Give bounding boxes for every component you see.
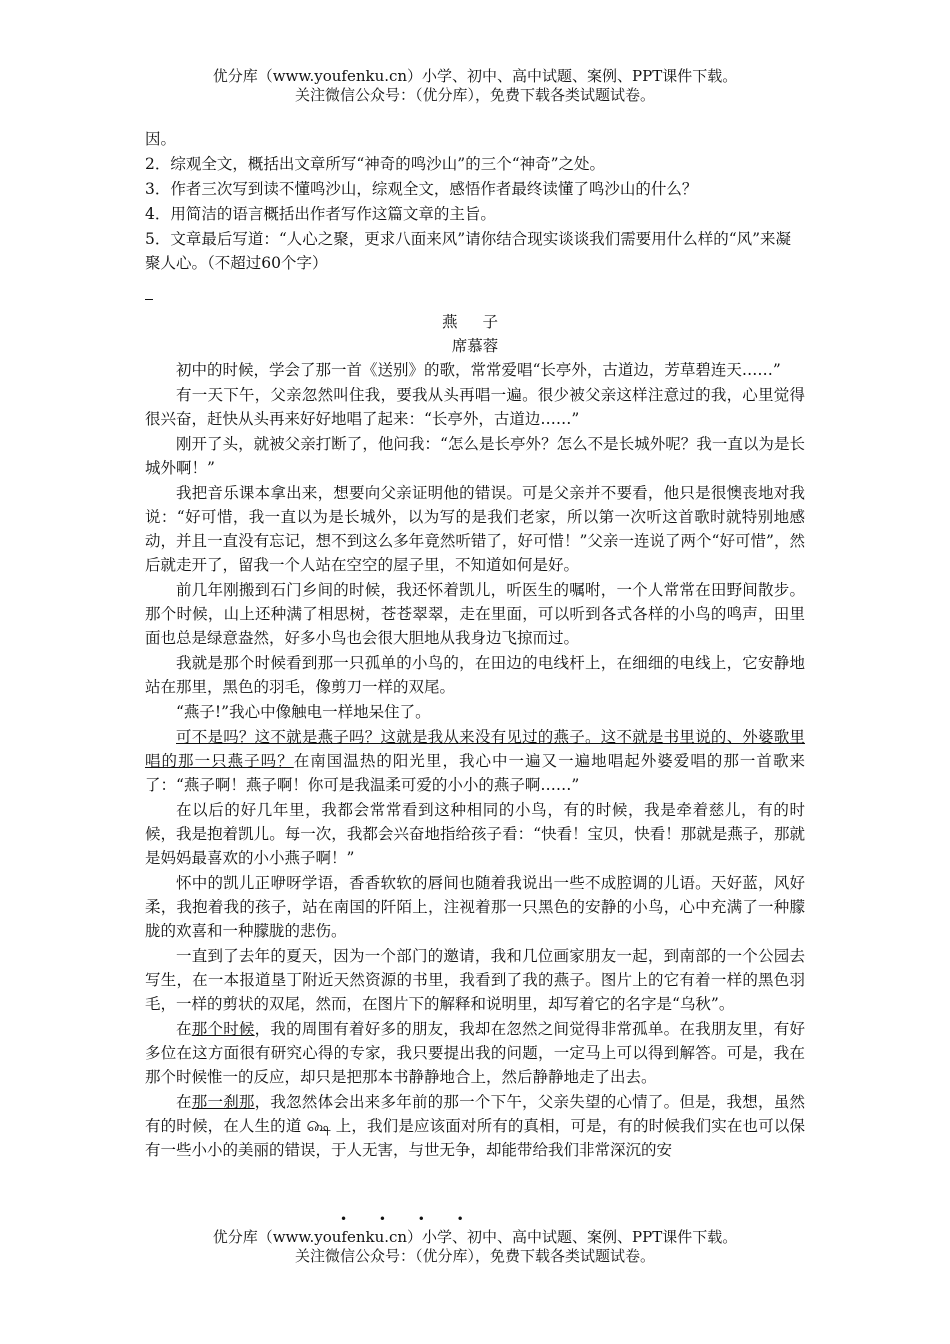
paragraph-3: 刚开了头，就被父亲打断了，他问我：“怎么是长亭外？怎么不是长城外呢？我一直以为是长城外啊！” bbox=[145, 435, 805, 477]
page-footer bbox=[0, 1228, 950, 1266]
paragraph-9: 在以后的好几年里，我都会常常看到这种相同的小鸟，有的时候，我是牵着慈儿，有的时候，我是抱着凯儿。每一次，我都会兴奋地指给孩子看：“快看！宝贝，快看！那就是燕子，那就是妈妈最喜欢的小小燕子啊！” bbox=[145, 801, 805, 867]
paragraph-10: 怀中的凯儿正咿呀学语，香香软软的唇间也随着我说出一些不成腔调的儿语。天好蓝，风好柔，我抱着我的孩子，站在南国的阡陌上，注视着那一只黑色的安静的小鸟，心中充满了一种朦胧的欢喜和一种朦胧的悲伤。 bbox=[145, 874, 805, 940]
paragraph-4: 我把音乐课本拿出来，想要向父亲证明他的错误。可是父亲并不要看，他只是很懊丧地对我说：“好可惜，我一直以为是长城外，以为写的是我们老家，所以第一次听这首歌时就特别地感动，并且一直没有忘记，想不到这么多年竟然听错了，好可惜！”父亲一连说了两个“好可惜”，然后就走开了，留我一个人站在空空的屋子里，不知道如何是好。 bbox=[145, 484, 805, 574]
question-1-tail: 因。 bbox=[145, 130, 177, 148]
paragraph-5: 前几年刚搬到石门乡间的时候，我还怀着凯儿，听医生的嘱咐，一个人常常在田野间散步。那个时候，山上还种满了相思树，苍苍翠翠，走在里面，可以听到各式各样的小鸟的鸣声，田里面也总是绿意盎然，好多小鸟也会很大胆地从我身边飞掠而过。 bbox=[145, 581, 805, 647]
paragraph-2: 有一天下午，父亲忽然叫住我，要我从头再唱一遍。很少被父亲这样注意过的我，心里觉得很兴奋，赶快从头再来好好地唱了起来：“长亭外，古道边……” bbox=[145, 386, 805, 428]
paragraph-6: 我就是那个时候看到那一只孤单的小鸟的，在田边的电线杆上，在细细的电线上，它安静地站在那里，黑色的羽毛，像剪刀一样的双尾。 bbox=[145, 654, 805, 696]
underlined-phrase-that-time: 那个时候 bbox=[191, 1020, 255, 1038]
paragraph-11: 一直到了去年的夏天，因为一个部门的邀请，我和几位画家朋友一起，到南部的一个公园去写生，在一本报道垦丁附近天然资源的书里，我看到了我的燕子。图片上的它有着一样的黑色羽毛，一样的剪状的双尾，然而，在图片下的解释和说明里，却写着它的名字是“乌秋”。 bbox=[145, 947, 805, 1013]
separator-mark bbox=[145, 285, 153, 300]
question-5: 5．文章最后写道：“人心之聚，更求八面来风”请你结合现实谈谈我们需要用什么样的“风”来凝聚人心。（不超过60个字） bbox=[145, 230, 792, 272]
footer-line-2: 关注微信公众号：（优分库），免费下载各类试题试卷。 bbox=[294, 1247, 655, 1265]
paragraph-13 bbox=[145, 1090, 805, 1161]
article-author: 席慕蓉 bbox=[451, 337, 499, 355]
paragraph-12-rest: ，我的周围有着好多的朋友，我却在忽然之间觉得非常孤单。在我朋友里，有好多位在这方面很有研究心得的专家，我只要提出我的问题，一定马上可以得到解答。可是，我在那个时候惟一的反应，却只是把那本书静静地合上，然后静静地走了出去。 bbox=[145, 1020, 805, 1086]
header-line-1: 优分库（www.youfenku.cn）小学、初中、高中试题、案例、PPT课件下载。 bbox=[212, 67, 738, 85]
emphasis-dots: • • • • bbox=[340, 1212, 478, 1226]
question-4: 4．用简洁的语言概括出作者写作这篇文章的主旨。 bbox=[145, 205, 496, 223]
paragraph-13-rest: ，我忽然体会出来多年前的那一个下午，父亲失望的心情了。但是，我想，虽然有的时候，在人生的道 ௸ 上，我们是应该面对所有的真相，可是，有的时候我们实在也可以保有一些小小的美丽的错误，于人无害，与世无争，却能带给我们非常深沉的安 bbox=[145, 1093, 805, 1159]
question-2: 2．综观全文，概括出文章所写“神奇的鸣沙山”的三个“神奇”之处。 bbox=[145, 155, 606, 173]
footer-line-1: 优分库（www.youfenku.cn）小学、初中、高中试题、案例、PPT课件下载。 bbox=[212, 1228, 738, 1246]
paragraph-8-rest: 在南国温热的阳光里，我心中一遍又一遍地唱起外婆爱唱的那一首歌来了：“燕子啊！燕子啊！你可是我温柔可爱的小小的燕子啊……” bbox=[145, 752, 805, 794]
paragraph-13-start: 在 bbox=[176, 1093, 192, 1111]
underlined-phrase-that-moment: 那一刹那 bbox=[191, 1093, 255, 1111]
underlined-sentence: 可不是吗？这不就是燕子吗？这就是我从来没有见过的燕子。这不就是书里说的、外婆歌里唱的那一只燕子吗？ bbox=[145, 728, 805, 770]
paragraph-8 bbox=[145, 725, 805, 797]
paragraph-12-start: 在 bbox=[176, 1020, 192, 1038]
page-header bbox=[0, 67, 950, 105]
paragraph-7: “燕子!”我心中像触电一样地呆住了。 bbox=[176, 703, 431, 721]
paragraph-12 bbox=[145, 1017, 805, 1089]
main-content bbox=[145, 127, 805, 1162]
question-3: 3．作者三次写到读不懂鸣沙山，综观全文，感悟作者最终读懂了鸣沙山的什么？ bbox=[145, 180, 698, 198]
article-title: 燕 子 bbox=[442, 313, 508, 331]
paragraph-1: 初中的时候，学会了那一首《送别》的歌，常常爱唱“长亭外，古道边，芳草碧连天……” bbox=[176, 361, 781, 379]
header-line-2: 关注微信公众号：（优分库），免费下载各类试题试卷。 bbox=[294, 86, 655, 104]
